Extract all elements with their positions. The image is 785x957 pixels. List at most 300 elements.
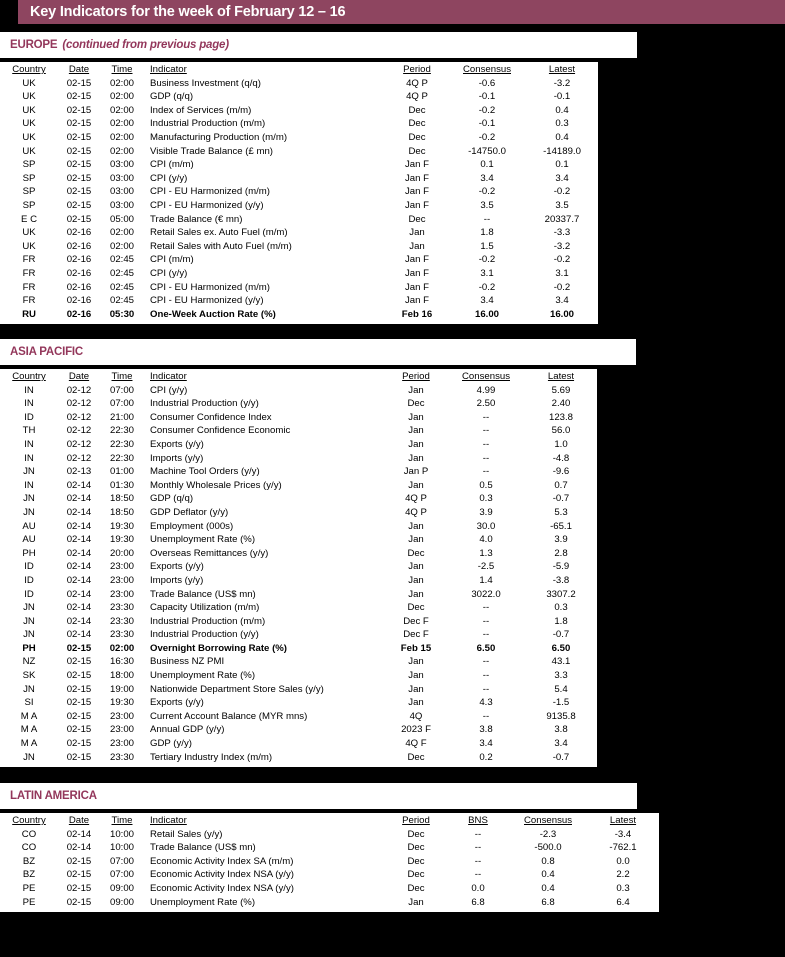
cell-indicator: Unemployment Rate (%) (150, 534, 256, 546)
cell-period: Jan F (405, 267, 429, 279)
table-row (0, 561, 597, 575)
cell-latest: -1.5 (552, 697, 570, 709)
cell-time: 03:00 (109, 186, 134, 198)
cell-country: UK (22, 104, 36, 116)
indicators-table-latin-america (0, 812, 659, 913)
column-header-consensus: Consensus (463, 64, 511, 75)
cell-latest: 6.4 (616, 896, 630, 908)
cell-indicator: Business NZ PMI (150, 656, 225, 668)
cell-period: 4Q F (405, 738, 427, 750)
cell-date: 02-15 (66, 104, 92, 116)
cell-time: 10:00 (109, 828, 134, 840)
table-row (0, 506, 597, 520)
cell-date: 02-15 (66, 855, 92, 867)
cell-consensus: 4.3 (479, 697, 493, 709)
cell-country: BZ (22, 855, 36, 867)
cell-time: 23:00 (109, 738, 134, 750)
cell-period: Dec (407, 398, 425, 410)
cell-country: FR (22, 267, 36, 279)
cell-latest: 3.1 (555, 267, 569, 279)
cell-latest: 3.3 (554, 670, 568, 682)
column-header-time: Time (111, 371, 133, 382)
cell-consensus: 3022.0 (471, 588, 501, 600)
cell-country: TH (22, 425, 36, 437)
table-header (0, 63, 598, 77)
cell-time: 02:45 (109, 254, 134, 266)
table-row (0, 131, 598, 145)
section-header-latin-america (0, 783, 637, 809)
cell-bns: 6.8 (471, 896, 485, 908)
cell-time: 23:30 (109, 615, 134, 627)
cell-period: Jan F (405, 254, 429, 266)
table-row (0, 697, 597, 711)
cell-time: 19:30 (109, 520, 134, 532)
cell-indicator: CPI (y/y) (150, 172, 188, 184)
cell-consensus: -0.2 (478, 131, 496, 143)
cell-country: SP (22, 159, 36, 171)
cell-time: 09:00 (109, 896, 134, 908)
table (0, 370, 597, 765)
cell-indicator: Industrial Production (m/m) (150, 615, 266, 627)
cell-date: 02-15 (66, 159, 92, 171)
cell-period: Dec (408, 104, 426, 116)
cell-indicator: Economic Activity Index SA (m/m) (150, 855, 294, 867)
cell-indicator: Retail Sales (y/y) (150, 828, 223, 840)
table-row (0, 615, 597, 629)
column-header-time: Time (111, 64, 133, 75)
cell-date: 02-15 (66, 656, 92, 668)
table-row (0, 186, 598, 200)
cell-country: IN (24, 479, 34, 491)
cell-period: Jan (408, 479, 424, 491)
cell-latest: -762.1 (609, 842, 637, 854)
cell-country: PH (22, 642, 36, 654)
cell-latest: 2.40 (551, 398, 571, 410)
table-row (0, 438, 597, 452)
cell-latest: 0.3 (554, 602, 568, 614)
cell-indicator: Unemployment Rate (%) (150, 670, 256, 682)
cell-date: 02-16 (66, 254, 92, 266)
cell-date: 02-14 (66, 574, 92, 586)
cell-time: 05:30 (109, 308, 135, 320)
cell-period: Dec (407, 828, 425, 840)
cell-date: 02-14 (66, 561, 92, 573)
cell-consensus: -- (483, 213, 491, 225)
cell-consensus: 4.99 (476, 384, 496, 396)
cell-period: Jan (408, 588, 424, 600)
cell-consensus: 1.3 (479, 547, 493, 559)
cell-time: 19:30 (109, 534, 134, 546)
table-row (0, 213, 598, 227)
cell-consensus: 3.9 (479, 506, 493, 518)
section-subtitle: (continued from previous page) (62, 39, 229, 51)
cell-period: Dec F (403, 615, 429, 627)
table-row (0, 425, 597, 439)
cell-country: AU (22, 520, 36, 532)
cell-consensus: -- (482, 656, 490, 668)
cell-period: Jan (408, 438, 424, 450)
cell-indicator: GDP (q/q) (150, 91, 194, 103)
cell-indicator: Nationwide Department Store Sales (y/y) (150, 683, 324, 695)
cell-date: 02-14 (66, 506, 92, 518)
cell-latest: -4.8 (552, 452, 570, 464)
cell-consensus: 0.3 (479, 493, 493, 505)
table-row (0, 479, 597, 493)
cell-latest: 0.7 (554, 479, 568, 491)
cell-period: Jan (408, 574, 424, 586)
cell-time: 22:30 (109, 452, 134, 464)
cell-period: Dec (407, 751, 425, 763)
cell-consensus: -0.2 (478, 186, 496, 198)
table-row (0, 398, 597, 412)
table-row (0, 842, 659, 856)
column-header-latest: Latest (547, 371, 575, 382)
cell-consensus: -14750.0 (468, 145, 506, 157)
cell-period: Jan (408, 384, 424, 396)
cell-indicator: One-Week Auction Rate (%) (150, 308, 276, 320)
cell-consensus: 3.4 (479, 738, 493, 750)
cell-latest: 2.2 (616, 869, 630, 881)
cell-country: JN (23, 629, 35, 641)
cell-country: ID (24, 588, 34, 600)
cell-country: JN (23, 506, 35, 518)
cell-period: Dec (407, 842, 425, 854)
cell-country: JN (23, 466, 35, 478)
cell-time: 02:00 (109, 131, 134, 143)
cell-date: 02-15 (66, 77, 92, 89)
cell-country: PH (22, 547, 36, 559)
table-row (0, 602, 597, 616)
cell-time: 23:30 (109, 602, 134, 614)
table-row (0, 91, 598, 105)
table-row (0, 882, 659, 896)
cell-indicator: Imports (y/y) (150, 452, 204, 464)
cell-date: 02-15 (66, 186, 92, 198)
cell-date: 02-14 (66, 842, 92, 854)
cell-time: 03:00 (109, 199, 134, 211)
cell-date: 02-14 (66, 602, 92, 614)
cell-time: 02:00 (109, 227, 134, 239)
cell-indicator: CPI - EU Harmonized (y/y) (150, 295, 264, 307)
cell-latest: 16.00 (549, 308, 574, 320)
cell-latest: 0.4 (555, 104, 569, 116)
cell-country: IN (24, 452, 34, 464)
column-header-country: Country (12, 64, 46, 75)
cell-date: 02-15 (66, 882, 92, 894)
cell-period: Jan P (403, 466, 429, 478)
cell-country: NZ (22, 656, 36, 668)
column-header-period: Period (402, 815, 430, 826)
cell-country: JN (23, 751, 35, 763)
cell-latest: -3.3 (553, 227, 571, 239)
column-header-indicator: Indicator (150, 64, 187, 75)
cell-consensus: 0.4 (541, 869, 555, 881)
cell-indicator: Exports (y/y) (150, 697, 204, 709)
cell-date: 02-14 (66, 479, 92, 491)
cell-country: FR (22, 281, 36, 293)
cell-period: Jan (408, 683, 424, 695)
cell-indicator: Overnight Borrowing Rate (%) (150, 642, 287, 654)
cell-consensus: -- (482, 629, 490, 641)
cell-date: 02-12 (66, 452, 92, 464)
column-header-time: Time (111, 815, 133, 826)
cell-consensus: -2.3 (539, 828, 557, 840)
cell-consensus: 3.4 (480, 172, 494, 184)
cell-country: BZ (22, 869, 36, 881)
cell-date: 02-15 (66, 683, 92, 695)
cell-date: 02-14 (66, 493, 92, 505)
cell-latest: -3.2 (553, 240, 571, 252)
cell-indicator: Retail Sales with Auto Fuel (m/m) (150, 240, 292, 252)
cell-indicator: Trade Balance (US$ mn) (150, 588, 256, 600)
cell-latest: 0.3 (555, 118, 569, 130)
cell-latest: 0.3 (616, 882, 630, 894)
section-europe (0, 32, 637, 325)
table-row (0, 172, 598, 186)
table-row (0, 308, 598, 322)
cell-country: UK (22, 91, 36, 103)
cell-date: 02-16 (66, 308, 92, 320)
cell-country: E C (21, 213, 37, 225)
cell-period: Jan (408, 520, 424, 532)
cell-indicator: Employment (000s) (150, 520, 234, 532)
cell-time: 02:00 (109, 77, 134, 89)
column-header-country: Country (12, 815, 46, 826)
cell-time: 18:00 (109, 670, 134, 682)
cell-country: IN (24, 384, 34, 396)
cell-consensus: -- (482, 438, 490, 450)
cell-period: Dec (408, 145, 426, 157)
cell-consensus: 4.0 (479, 534, 493, 546)
table-row (0, 710, 597, 724)
cell-consensus: 3.8 (479, 724, 493, 736)
cell-period: Jan (408, 670, 424, 682)
indicators-table-europe (0, 61, 598, 325)
cell-country: FR (22, 295, 36, 307)
cell-period: Jan (408, 452, 424, 464)
cell-indicator: Trade Balance (€ mn) (150, 213, 243, 225)
cell-country: SI (24, 697, 34, 709)
cell-time: 19:00 (109, 683, 134, 695)
cell-time: 18:50 (109, 493, 134, 505)
cell-latest: 3307.2 (546, 588, 576, 600)
cell-date: 02-13 (66, 466, 92, 478)
cell-country: JN (23, 615, 35, 627)
cell-consensus: 30.0 (476, 520, 496, 532)
cell-consensus: 1.5 (480, 240, 494, 252)
cell-date: 02-15 (66, 869, 92, 881)
cell-indicator: Manufacturing Production (m/m) (150, 131, 288, 143)
cell-country: IN (24, 398, 34, 410)
cell-latest: -5.9 (552, 561, 570, 573)
cell-latest: -9.6 (552, 466, 570, 478)
cell-indicator: GDP (q/q) (150, 493, 194, 505)
cell-latest: -0.7 (552, 629, 570, 641)
cell-consensus: 3.4 (480, 295, 494, 307)
section-title: ASIA PACIFIC (10, 346, 83, 358)
cell-latest: 3.9 (554, 534, 568, 546)
table-row (0, 588, 597, 602)
cell-latest: 43.1 (551, 656, 571, 668)
cell-latest: 3.4 (555, 295, 569, 307)
cell-indicator: Capacity Utilization (m/m) (150, 602, 260, 614)
cell-indicator: Tertiary Industry Index (m/m) (150, 751, 273, 763)
table (0, 814, 659, 910)
cell-date: 02-14 (66, 520, 92, 532)
cell-date: 02-16 (66, 267, 92, 279)
cell-consensus: 16.00 (474, 308, 499, 320)
cell-period: Jan (408, 425, 424, 437)
cell-consensus: 0.5 (479, 479, 493, 491)
cell-indicator: Unemployment Rate (%) (150, 896, 256, 908)
cell-period: 4Q (409, 710, 423, 722)
cell-time: 23:00 (109, 588, 134, 600)
column-header-date: Date (68, 371, 90, 382)
cell-consensus: -- (482, 670, 490, 682)
header-row (0, 63, 598, 77)
cell-country: JN (23, 683, 35, 695)
cell-latest: 9135.8 (546, 710, 576, 722)
table-row (0, 104, 598, 118)
table-row (0, 240, 598, 254)
cell-country: JN (23, 493, 35, 505)
section-title: LATIN AMERICA (10, 790, 97, 802)
cell-country: ID (24, 411, 34, 423)
cell-period: Dec (407, 882, 425, 894)
cell-indicator: Overseas Remittances (y/y) (150, 547, 269, 559)
cell-latest: -14189.0 (543, 145, 581, 157)
cell-country: FR (22, 254, 36, 266)
cell-consensus: 3.5 (480, 199, 494, 211)
cell-latest: 3.5 (555, 199, 569, 211)
cell-country: ID (24, 561, 34, 573)
cell-consensus: -- (482, 466, 490, 478)
cell-country: M A (20, 724, 38, 736)
cell-country: SP (22, 172, 36, 184)
cell-time: 02:45 (109, 267, 134, 279)
cell-time: 10:00 (109, 842, 134, 854)
cell-indicator: Consumer Confidence Economic (150, 425, 291, 437)
cell-period: Jan (408, 411, 424, 423)
cell-date: 02-14 (66, 615, 92, 627)
cell-latest: -0.2 (553, 186, 571, 198)
cell-country: AU (22, 534, 36, 546)
cell-period: Jan (409, 227, 425, 239)
section-latin-america (0, 783, 659, 913)
cell-country: SP (22, 186, 36, 198)
cell-consensus: 2.50 (476, 398, 496, 410)
cell-period: 4Q P (405, 493, 427, 505)
cell-period: 4Q P (405, 506, 427, 518)
cell-period: Dec (408, 131, 426, 143)
cell-time: 03:00 (109, 172, 134, 184)
table-row (0, 855, 659, 869)
cell-consensus: -- (482, 425, 490, 437)
table-row (0, 281, 598, 295)
cell-date: 02-15 (66, 896, 92, 908)
cell-indicator: Industrial Production (y/y) (150, 629, 259, 641)
cell-consensus: -- (482, 615, 490, 627)
cell-period: Jan (408, 534, 424, 546)
table-row (0, 295, 598, 309)
column-header-consensus: Consensus (462, 371, 510, 382)
cell-country: M A (20, 738, 38, 750)
table-row (0, 159, 598, 173)
cell-period: Dec (408, 213, 426, 225)
cell-country: UK (22, 118, 36, 130)
cell-date: 02-12 (66, 425, 92, 437)
cell-time: 23:00 (109, 561, 134, 573)
cell-indicator: Retail Sales ex. Auto Fuel (m/m) (150, 227, 288, 239)
table-row (0, 77, 598, 91)
cell-country: UK (22, 145, 36, 157)
cell-latest: 5.69 (551, 384, 571, 396)
cell-consensus: -0.1 (478, 91, 496, 103)
cell-consensus: -- (482, 683, 490, 695)
table-row (0, 534, 597, 548)
cell-consensus: -2.5 (477, 561, 495, 573)
cell-latest: -3.4 (614, 828, 632, 840)
cell-time: 23:00 (109, 574, 134, 586)
cell-time: 02:00 (109, 240, 134, 252)
cell-bns: -- (474, 842, 482, 854)
cell-latest: -0.1 (553, 91, 571, 103)
header-row (0, 370, 597, 384)
cell-period: Jan F (405, 172, 429, 184)
cell-time: 02:00 (109, 104, 134, 116)
cell-time: 22:30 (109, 425, 134, 437)
column-header-country: Country (12, 371, 46, 382)
cell-consensus: -0.1 (478, 118, 496, 130)
table-row (0, 683, 597, 697)
cell-time: 18:50 (109, 506, 134, 518)
page-title-bar (18, 0, 785, 24)
cell-latest: 56.0 (551, 425, 571, 437)
cell-latest: 3.8 (554, 724, 568, 736)
cell-latest: -3.2 (553, 77, 571, 89)
cell-time: 23:30 (109, 629, 134, 641)
table-row (0, 254, 598, 268)
column-header-period: Period (402, 371, 430, 382)
header-row (0, 814, 659, 828)
cell-period: Jan (408, 697, 424, 709)
cell-date: 02-14 (66, 547, 92, 559)
section-asia-pacific (0, 339, 636, 768)
cell-date: 02-16 (66, 227, 92, 239)
cell-period: Feb 16 (401, 308, 433, 320)
cell-latest: -0.7 (552, 751, 570, 763)
column-header-latest: Latest (548, 64, 576, 75)
cell-indicator: Annual GDP (y/y) (150, 724, 225, 736)
table-row (0, 828, 659, 842)
table-row (0, 466, 597, 480)
cell-time: 09:00 (109, 882, 134, 894)
cell-date: 02-15 (66, 199, 92, 211)
cell-consensus: -- (482, 411, 490, 423)
cell-period: Dec (407, 869, 425, 881)
cell-date: 02-15 (66, 213, 92, 225)
cell-country: SK (22, 670, 36, 682)
cell-period: Dec F (403, 629, 429, 641)
cell-time: 19:30 (109, 697, 134, 709)
cell-latest: -3.8 (552, 574, 570, 586)
table-row (0, 751, 597, 765)
cell-time: 07:00 (109, 384, 134, 396)
cell-country: UK (22, 77, 36, 89)
column-header-consensus: Consensus (524, 815, 572, 826)
table-header (0, 814, 659, 828)
cell-date: 02-15 (66, 642, 92, 654)
